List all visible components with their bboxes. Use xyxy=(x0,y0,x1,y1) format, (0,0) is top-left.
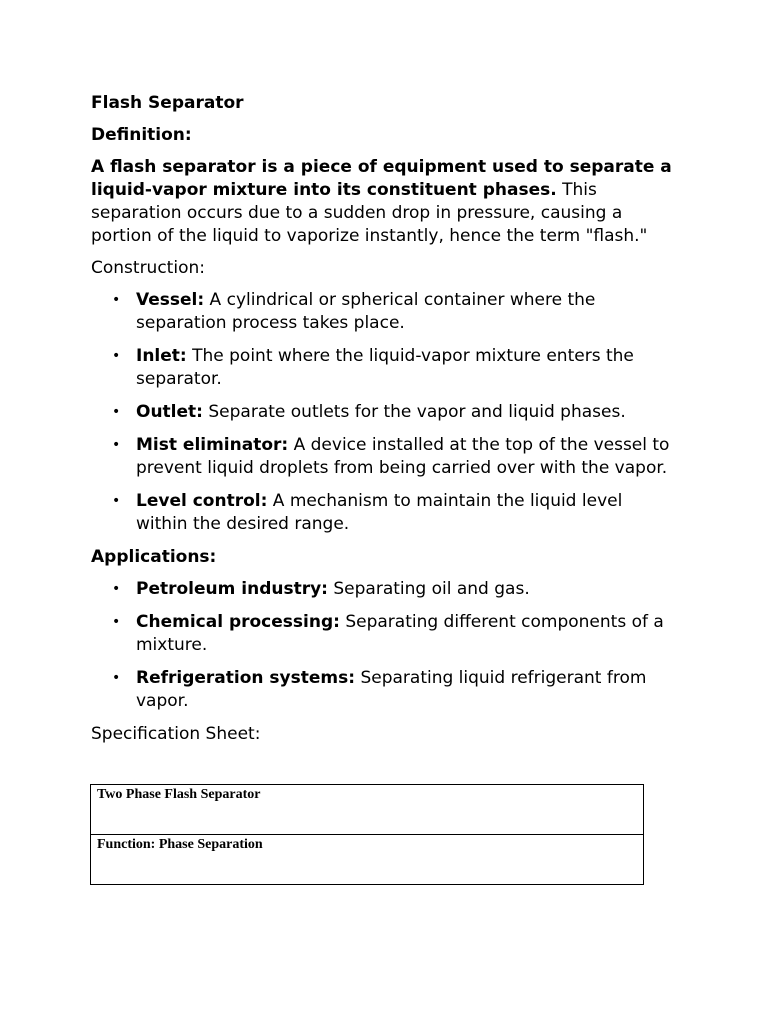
table-row xyxy=(91,785,644,835)
bullet-icon: • xyxy=(112,614,121,630)
applications-list xyxy=(91,578,691,713)
list-item xyxy=(91,289,676,335)
bullet-icon: • xyxy=(112,404,121,420)
bullet-icon: • xyxy=(112,348,121,364)
list-item-text: Separate outlets for the vapor and liquid phases. xyxy=(202,402,626,422)
list-item xyxy=(91,667,676,713)
list-item-term: Level control: xyxy=(136,491,268,511)
spec-sheet-heading: Specification Sheet: xyxy=(91,724,261,744)
list-item xyxy=(91,490,676,536)
list-item-text: Separating different components of a mixture. xyxy=(136,612,664,655)
list-item-term: Chemical processing: xyxy=(136,612,340,632)
list-item xyxy=(91,345,676,391)
list-item-term: Outlet: xyxy=(136,402,203,422)
list-item-text: Separating liquid refrigerant from vapor. xyxy=(136,668,647,711)
list-item-term: Refrigeration systems: xyxy=(136,668,356,688)
definition-rest-text: This separation occurs due to a sudden drop in pressure, causing a portion of the liquid to vaporize instantly, hence the term "flash." xyxy=(91,180,648,246)
list-item-term: Mist eliminator: xyxy=(136,435,289,455)
list-item xyxy=(91,578,676,601)
definition-paragraph xyxy=(91,156,681,248)
list-item-term: Vessel: xyxy=(136,290,205,310)
list-item-text: A cylindrical or spherical container where the separation process takes place. xyxy=(136,290,596,333)
bullet-icon: • xyxy=(112,581,121,597)
list-item xyxy=(91,434,676,480)
document-body xyxy=(91,92,691,755)
definition-bold-text: A flash separator is a piece of equipment used to separate a liquid-vapor mixture into its constituent phases. xyxy=(91,157,672,200)
applications-heading: Applications: xyxy=(91,547,217,567)
bullet-icon: • xyxy=(112,493,121,509)
list-item-text: A mechanism to maintain the liquid level within the desired range. xyxy=(136,491,623,534)
bullet-icon: • xyxy=(112,292,121,308)
bullet-icon: • xyxy=(112,437,121,453)
list-item xyxy=(91,611,676,657)
table-row xyxy=(91,835,644,885)
bullet-icon: • xyxy=(112,670,121,686)
table-cell: Function: Phase Separation xyxy=(91,835,644,885)
spec-sheet-table xyxy=(90,784,644,885)
definition-heading: Definition: xyxy=(91,125,192,145)
document-title: Flash Separator xyxy=(91,93,244,113)
list-item xyxy=(91,401,676,424)
construction-heading: Construction: xyxy=(91,258,205,278)
list-item-term: Petroleum industry: xyxy=(136,579,328,599)
table-cell: Two Phase Flash Separator xyxy=(91,785,644,835)
list-item-text: Separating oil and gas. xyxy=(327,579,530,599)
construction-list xyxy=(91,289,691,536)
list-item-text: A device installed at the top of the vessel to prevent liquid droplets from being carried over with the vapor. xyxy=(136,435,670,478)
list-item-term: Inlet: xyxy=(136,346,187,366)
list-item-text: The point where the liquid-vapor mixture enters the separator. xyxy=(136,346,634,389)
